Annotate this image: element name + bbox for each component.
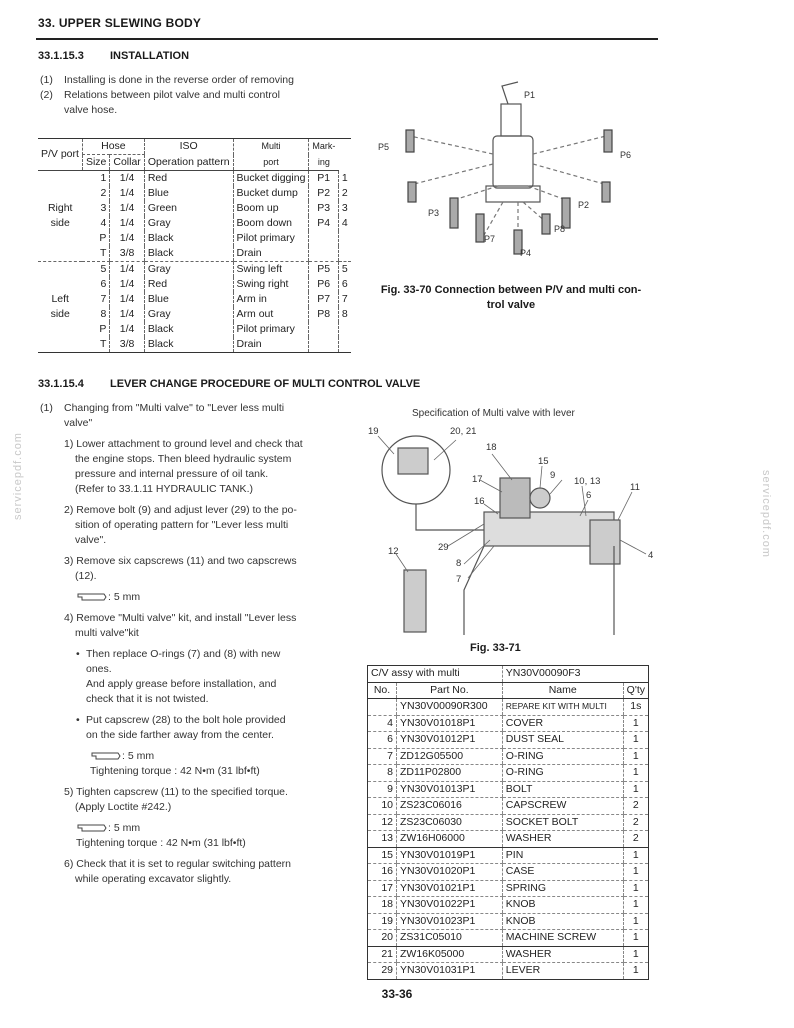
part-ref-cell: 19 [368,913,397,930]
assy-label: C/V assy with multi [368,666,503,683]
part-number-cell: ZS23C06016 [397,798,503,815]
substep-1-line: (Refer to 33.1.11 HYDRAULIC TANK.) [75,483,253,495]
col-header-operation: Operation pattern [144,155,233,171]
col-header-iso: ISO [144,139,233,155]
label-8: 8 [456,558,462,569]
side-label [38,171,82,262]
size-cell: 1/4 [110,307,144,322]
quantity-cell: 1 [623,715,648,732]
parts-row [368,831,649,848]
label-6: 6 [586,490,592,501]
col-header-size: Size [82,155,109,171]
quantity-cell: 1 [623,781,648,798]
part-ref-cell: 29 [368,963,397,980]
hex-wrench-icon [76,592,108,602]
parts-row [368,880,649,897]
knob [530,488,550,508]
collar-cell: Blue [144,186,233,201]
valve-top [501,104,521,136]
hose-row [38,262,351,278]
quantity-cell: 1 [623,946,648,963]
marking-cell: 4 [338,216,350,231]
page-header: 33. UPPER SLEWING BODY [38,16,202,30]
section-number: 33.1.15.3 [38,50,84,62]
part-ref-cell: 12 [368,814,397,831]
label-p4: P4 [520,248,532,258]
part-number-cell: YN30V01020P1 [397,864,503,881]
marking-cell [338,337,350,353]
parts-row [368,765,649,782]
operation-cell: Pilot primary [233,231,309,246]
label-p6: P6 [620,150,632,160]
quantity-cell: 1 [623,765,648,782]
part-name-cell: KNOB [502,913,623,930]
quantity-cell: 1 [623,864,648,881]
marking-cell: 8 [338,307,350,322]
part-name-cell: SPRING [502,880,623,897]
side-label-line: Right [47,202,73,214]
part-name-cell: O-RING [502,765,623,782]
quantity-cell: 2 [623,814,648,831]
parts-row [368,748,649,765]
substep-4-line: multi valve"kit [75,627,139,639]
pv-port-cell: P [99,323,107,335]
substep-3-line: (12). [75,570,97,582]
col-header-collar: Collar [110,155,144,171]
fig-33-71-caption: Fig. 33-71 [470,642,521,654]
label-19: 19 [368,426,379,437]
part-number-cell: ZW16H06000 [397,831,503,848]
part-number-cell: YN30V01013P1 [397,781,503,798]
part-number-cell: YN30V01023P1 [397,913,503,930]
parts-row [368,946,649,963]
part-name-cell: LEVER [502,963,623,980]
part-number-cell: ZS31C05010 [397,930,503,947]
quantity-cell: 1 [623,930,648,947]
part-ref-cell: 7 [368,748,397,765]
substep-5: 5) Tighten capscrew (11) to the specified torque. [64,786,288,798]
size-cell: 1/4 [110,262,144,278]
part-name-cell: BOLT [502,781,623,798]
part-name-cell: REPARE KIT WITH MULTI [502,699,623,716]
substep-5-line: (Apply Loctite #242.) [75,801,172,813]
label-7: 7 [456,574,462,585]
size-cell: 1/4 [110,322,144,337]
collar-cell: Gray [144,262,233,278]
hose-row [38,322,351,337]
bullet-dot: • [76,714,80,726]
part-ref-cell: 8 [368,765,397,782]
pv-port-cell: P [99,232,107,244]
part-ref-cell: 21 [368,946,397,963]
part-name-cell: MACHINE SCREW [502,930,623,947]
collar-cell: Black [144,246,233,262]
bullet-text: check that it is not twisted. [86,693,209,705]
collar-cell: Black [144,337,233,353]
tool-spec-2 [40,749,340,764]
quantity-cell: 1 [623,897,648,914]
collar-cell: Gray [144,307,233,322]
bullet-text: And apply grease before installation, and [86,678,277,690]
part-number-cell: YN30V01012P1 [397,732,503,749]
tool-spec-3 [40,821,340,836]
section-heading-lever-change [38,378,420,390]
quantity-cell: 1 [623,913,648,930]
section-heading-installation [38,50,189,62]
pv-port-cell: T [99,338,107,350]
label-p1: P1 [524,90,536,100]
parts-row [368,864,649,881]
side-label [38,262,82,353]
substep-6: 6) Check that it is set to regular switching pattern [64,858,292,870]
part-name-cell: CAPSCREW [502,798,623,815]
part-ref-cell: 13 [368,831,397,848]
multi-port-cell: P7 [309,292,339,307]
pv-port-cell: 7 [100,293,107,305]
hose-relations-table [38,138,351,353]
tool-size: : 5 mm [122,750,155,762]
installation-step-2-cont: valve hose. [64,104,118,116]
pv-port-cell: 6 [100,278,107,290]
quantity-cell: 1 [623,880,648,897]
label-p7: P7 [484,234,496,244]
pv-port-cell: 1 [100,172,107,184]
label-20-21: 20, 21 [450,426,477,437]
bullet-1 [40,647,340,662]
substep-6-line: while operating excavator slightly. [75,873,232,885]
quantity-cell: 1 [623,748,648,765]
substep-1-line: pressure and internal pressure of oil tank. [75,468,269,480]
hose-row [38,201,351,216]
collar-cell: Black [144,231,233,246]
part-number-cell: YN30V01022P1 [397,897,503,914]
hose-row [38,307,351,322]
operation-cell: Swing right [233,277,309,292]
tool-size: : 5 mm [108,591,141,603]
col-header-multi-port: port [233,155,309,171]
lever-procedure-text [40,401,340,887]
collar-cell: Gray [144,216,233,231]
step-1-heading: Changing from "Multi valve" to "Lever less multi [64,402,285,414]
parts-row [368,781,649,798]
torque-spec-2: Tightening torque : 42 N•m (31 lbf•ft) [76,837,246,849]
quantity-cell: 2 [623,798,648,815]
size-cell: 1/4 [110,231,144,246]
size-cell: 1/4 [110,171,144,187]
caption-line-1: Fig. 33-70 Connection between P/V and multi con- [380,284,642,296]
substep-1: 1) Lower attachment to ground level and check that [64,438,303,450]
part-name-cell: PIN [502,847,623,864]
operation-cell: Drain [233,337,309,353]
operation-cell: Arm in [233,292,309,307]
operation-cell: Boom down [233,216,309,231]
quantity-cell: 1 [623,847,648,864]
installation-text [40,73,360,118]
part-name-cell: WASHER [502,946,623,963]
hose-row [38,171,351,187]
fig-33-70-caption [364,283,658,313]
part-name-cell: KNOB [502,897,623,914]
fig-33-70-diagram [368,74,658,270]
col-header-hose: Hose [82,139,144,155]
parts-table [367,665,649,980]
marking-cell: 1 [338,171,350,187]
part-name-cell: CASE [502,864,623,881]
parts-row [368,814,649,831]
quantity-cell: 2 [623,831,648,848]
parts-row [368,930,649,947]
parts-row [368,699,649,716]
part-number-cell: ZD11P02800 [397,765,503,782]
parts-row [368,963,649,980]
collar-cell: Black [144,322,233,337]
multi-port-cell: P3 [309,201,339,216]
label-12: 12 [388,546,399,557]
part-name-cell: COVER [502,715,623,732]
part-number-cell: YN30V00090R300 [397,699,503,716]
section-title: LEVER CHANGE PROCEDURE OF MULTI CONTROL VALVE [110,378,421,390]
hose-row [38,246,351,262]
operation-cell: Boom up [233,201,309,216]
hex-wrench-icon [90,751,122,761]
label-p5: P5 [378,142,390,152]
operation-cell: Drain [233,246,309,262]
size-cell: 1/4 [110,277,144,292]
section-title: INSTALLATION [110,50,190,62]
part-number-cell: ZD12G05500 [397,748,503,765]
substep-3: 3) Remove six capscrews (11) and two capscrews [64,555,297,567]
part-ref-cell [368,699,397,716]
substep-2-line: valve". [75,534,107,546]
hex-wrench-icon [76,823,108,833]
part-ref-cell: 9 [368,781,397,798]
part-number-cell: YN30V01021P1 [397,880,503,897]
marking-cell [338,231,350,246]
quantity-cell: 1 [623,963,648,980]
bullet-text: Put capscrew (28) to the bolt hole provided [86,714,286,726]
part-ref-cell: 20 [368,930,397,947]
part-number-cell: ZS23C06030 [397,814,503,831]
multi-port-cell [309,337,339,353]
multi-port-cell: P2 [309,186,339,201]
pv-port-cell: T [82,246,109,262]
size-cell: 1/4 [110,201,144,216]
part-number-cell: YN30V01019P1 [397,847,503,864]
operation-cell: Bucket dump [233,186,309,201]
socket-bolt-block [404,570,426,632]
multi-port-cell: P8 [309,307,339,322]
tool-size: : 5 mm [108,822,141,834]
multi-port-cell: P4 [309,216,339,231]
size-cell: 1/4 [110,292,144,307]
label-10-13: 10, 13 [574,476,601,487]
bullet-text: ones. [86,663,112,675]
substep-4: 4) Remove "Multi valve" kit, and install "Lever less [64,612,297,624]
operation-cell: Swing left [233,262,309,278]
part-name-cell: WASHER [502,831,623,848]
lever-arm [416,504,494,530]
parts-row [368,798,649,815]
col-header-qty: Q'ty [623,682,648,699]
col-header-marking-2: ing [309,155,339,171]
hose-row [38,231,351,246]
part-ref-cell: 16 [368,864,397,881]
parts-row [368,847,649,864]
col-header-name: Name [502,682,623,699]
col-header-part-no: Part No. [397,682,503,699]
operation-cell: Bucket digging [233,171,309,187]
installation-step-1: Installing is done in the reverse order of removing [64,74,294,86]
collar-cell: Green [144,201,233,216]
part-ref-cell: 4 [368,715,397,732]
part-ref-cell: 6 [368,732,397,749]
hose-row [38,186,351,201]
operation-cell: Pilot primary [233,322,309,337]
collar-cell: Red [144,277,233,292]
substep-2-line: sition of operating pattern for "Lever less multi [75,519,289,531]
valve-body [493,136,533,188]
knob-detail [398,448,428,474]
torque-spec-1: Tightening torque : 42 N•m (31 lbf•ft) [90,765,260,777]
label-p3: P3 [428,208,440,218]
label-11: 11 [630,482,640,493]
marking-cell: 3 [338,201,350,216]
multi-port-cell: P6 [309,277,339,292]
pv-port-cell: 8 [100,308,107,320]
label-9: 9 [550,470,556,481]
part-ref-cell: 10 [368,798,397,815]
part-number-cell: ZW16K05000 [397,946,503,963]
part-ref-cell: 17 [368,880,397,897]
label-18: 18 [486,442,497,453]
size-cell: 3/8 [110,337,144,353]
parts-row [368,732,649,749]
outline [464,546,484,635]
hose-row [38,216,351,231]
part-ref-cell: 18 [368,897,397,914]
parts-row [368,913,649,930]
pv-port-cell: 4 [100,217,107,229]
label-16: 16 [474,496,485,507]
part-name-cell: O-RING [502,748,623,765]
item-number: (1) [40,74,53,86]
multi-port-cell [309,322,339,337]
label-p8: P8 [554,224,566,234]
top-fitting [502,82,518,104]
marking-cell: 6 [338,277,350,292]
part-ref-cell: 15 [368,847,397,864]
col-header-marking: Mark- [309,139,339,155]
size-cell: 1/4 [110,216,144,231]
fig-33-71-spec: Specification of Multi valve with lever [412,408,575,419]
col-header-no: No. [368,682,397,699]
tool-spec-1 [40,590,340,605]
bullet-2 [40,713,340,728]
marking-cell: 5 [338,262,350,278]
substep-1-line: the engine stops. Then bleed hydraulic system [75,453,292,465]
label-p2: P2 [578,200,590,210]
label-15: 15 [538,456,549,467]
pv-port-cell: 3 [100,202,107,214]
label-17: 17 [472,474,483,485]
size-cell: 3/8 [110,246,144,262]
parts-row [368,715,649,732]
multi-port-cell: P5 [309,262,339,278]
section-number: 33.1.15.4 [38,378,84,390]
collar-cell: Blue [144,292,233,307]
cover [590,520,620,564]
col-header-pv-port: P/V port [38,139,82,171]
installation-step-2: Relations between pilot valve and multi control [64,89,280,101]
bullet-dot: • [76,648,80,660]
substep-2: 2) Remove bolt (9) and adjust lever (29) to the po- [64,504,297,516]
item-number: (2) [40,89,53,101]
hose-row [38,292,351,307]
marking-cell: 7 [338,292,350,307]
caption-line-2: trol valve [486,299,536,311]
bullet-text: on the side farther away from the center. [86,729,274,741]
part-name-cell: SOCKET BOLT [502,814,623,831]
collar-cell: Red [144,171,233,187]
col-header-multi: Multi [233,139,309,155]
multi-port-cell: P1 [309,171,339,187]
fig-33-71-diagram [364,420,658,640]
label-29: 29 [438,542,449,553]
marking-cell [338,246,350,262]
step-1-heading-cont: valve" [64,417,93,429]
page-number: 33-36 [381,987,413,1001]
marking-cell [338,322,350,337]
item-number: (1) [40,402,53,414]
parts-row [368,897,649,914]
watermark-right: servicepdf.com [760,470,772,558]
watermark-left: servicepdf.com [12,432,24,520]
quantity-cell: 1 [623,732,648,749]
assy-number: YN30V00090F3 [502,666,648,683]
pv-port-cell: 5 [100,263,107,275]
quantity-cell: 1s [623,699,648,716]
operation-cell: Arm out [233,307,309,322]
hose-row [38,337,351,353]
bullet-text: Then replace O-rings (7) and (8) with new [86,648,281,660]
multi-port-cell [309,246,339,262]
part-name-cell: DUST SEAL [502,732,623,749]
case [500,478,530,518]
size-cell: 1/4 [110,186,144,201]
header-rule [36,38,658,40]
part-number-cell: YN30V01018P1 [397,715,503,732]
label-4: 4 [648,550,654,561]
part-number-cell: YN30V01031P1 [397,963,503,980]
side-label-line: side [50,308,70,320]
marking-cell: 2 [338,186,350,201]
side-label-line: side [50,217,70,229]
side-label-line: Left [51,293,69,305]
pv-port-cell: 2 [100,187,107,199]
hose-row [38,277,351,292]
multi-port-cell [309,231,339,246]
